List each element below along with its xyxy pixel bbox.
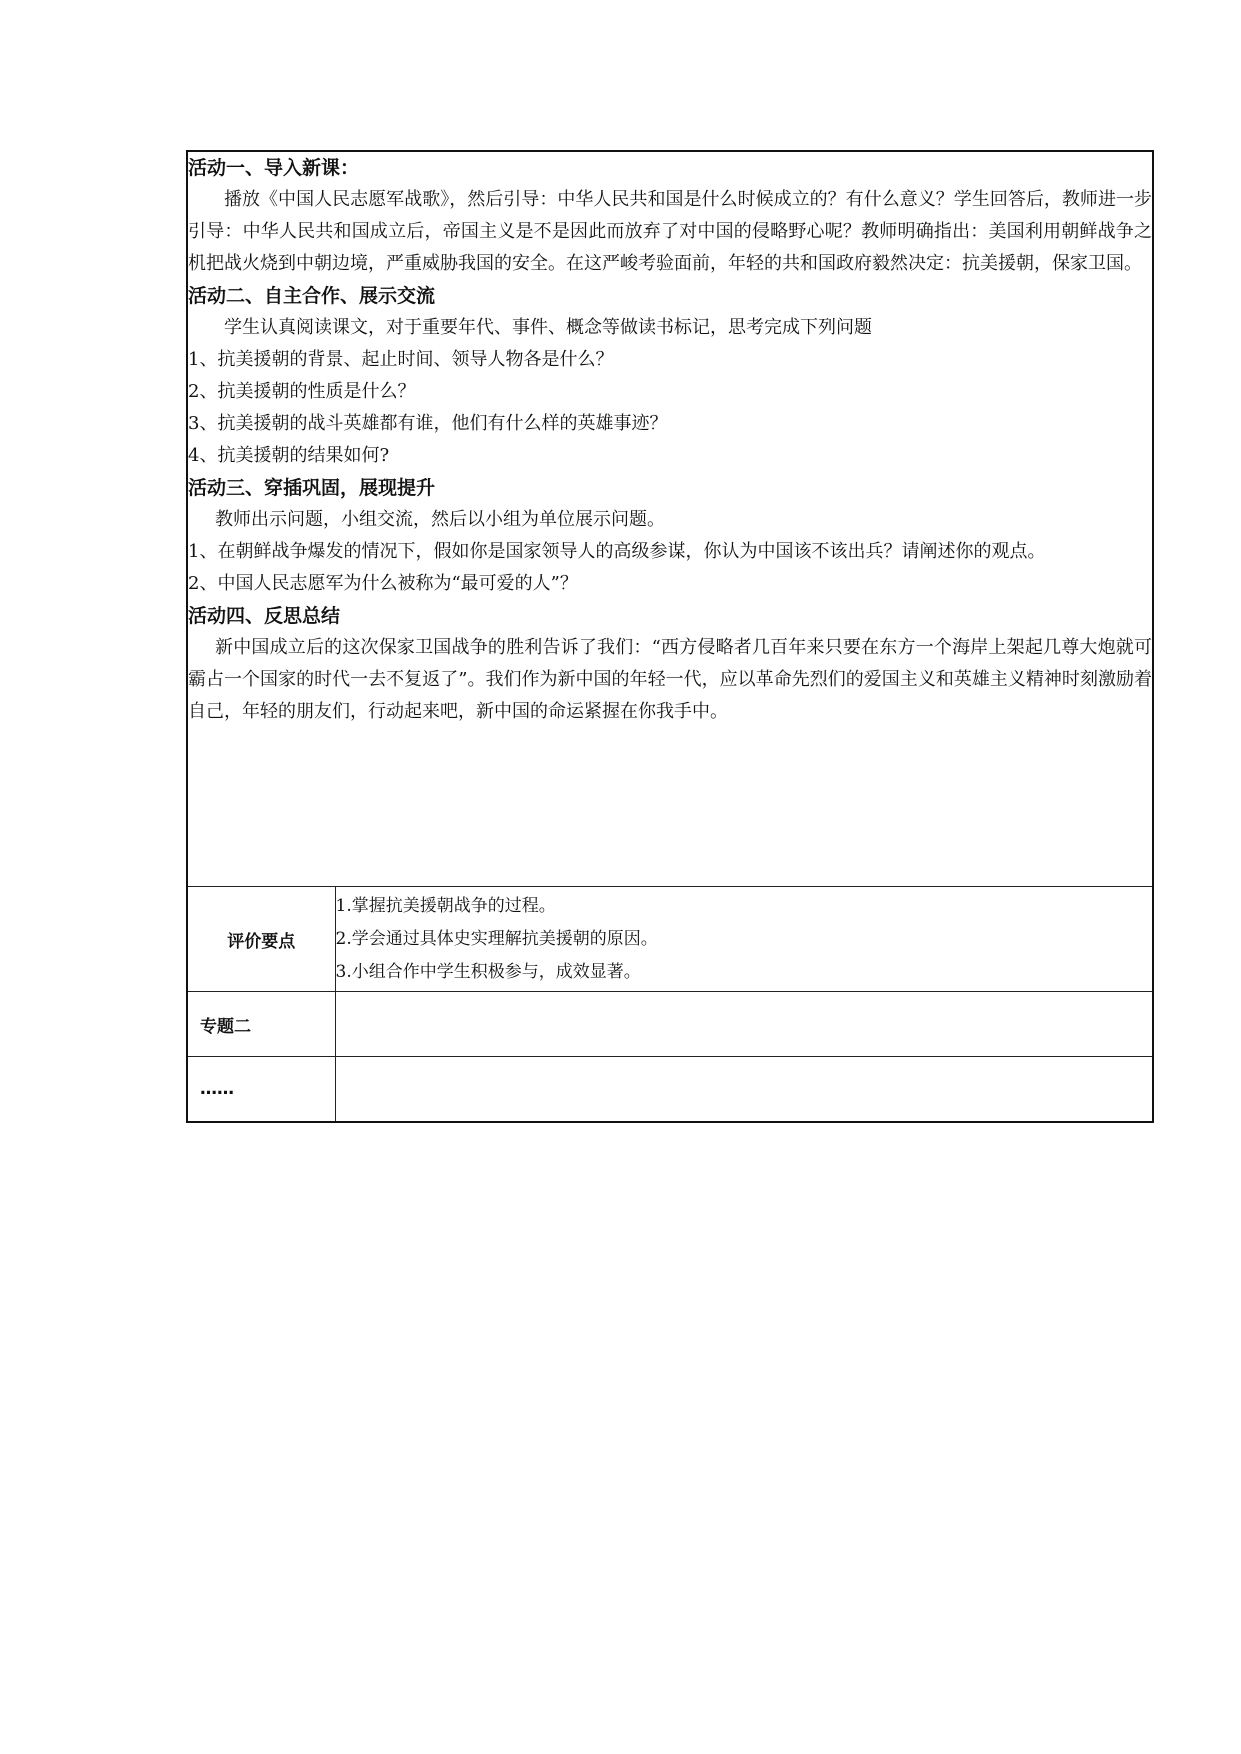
activity-2-question: 1、抗美援朝的背景、起止时间、领导人物各是什么？ (188, 349, 614, 370)
evaluation-point: 3.小组合作中学生积极参与，成效显著。 (335, 961, 641, 982)
activity-4-body: 新中国成立后的这次保家卫国战争的胜利告诉了我们：“西方侵略者几百年来只要在东方一个海岸上架起几尊大炮就可霸占一个国家的时代一去不复返了”。我们作为新中国的年轻一代，应以革命先烈们的爱国主义和英雄主义精神时刻激励着自己，年轻的朋友们，行动起来吧，新中国的命运紧握在你我手中。 (188, 637, 1152, 722)
evaluation-point: 1.掌握抗美援朝战争的过程。 (335, 895, 556, 916)
more-topics-label: …… (187, 1057, 335, 1123)
activity-3-intro: 教师出示问题，小组交流，然后以小组为单位展示问题。 (215, 509, 665, 530)
evaluation-label: 评价要点 (187, 887, 335, 992)
lesson-plan-table (186, 150, 1154, 1123)
activity-1-body: 播放《中国人民志愿军战歌》，然后引导：中华人民共和国是什么时候成立的？有什么意义？学生回答后，教师进一步引导：中华人民共和国成立后，帝国主义是不是因此而放弃了对中国的侵略野心呢？教师明确指出：美国利用朝鲜战争之机把战火烧到中朝边境，严重威胁我国的安全。在这严峻考验面前，年轻的共和国政府毅然决定：抗美援朝，保家卫国。 (188, 189, 1152, 274)
activity-2-heading: 活动二、自主合作、展示交流 (188, 285, 436, 307)
activity-2-question: 3、抗美援朝的战斗英雄都有谁，他们有什么样的英雄事迹？ (188, 413, 668, 434)
evaluation-points (335, 887, 1153, 992)
activity-3-heading: 活动三、穿插巩固，展现提升 (188, 477, 436, 499)
activity-4-heading: 活动四、反思总结 (188, 605, 341, 627)
activity-3-question: 1、在朝鲜战争爆发的情况下，假如你是国家领导人的高级参谋，你认为中国该不该出兵？请阐述你的观点。 (188, 541, 1046, 562)
activity-2-question: 4、抗美援朝的结果如何? (188, 445, 390, 466)
activity-2-intro: 学生认真阅读课文，对于重要年代、事件、概念等做读书标记，思考完成下列问题 (224, 317, 872, 338)
topic-2-label: 专题二 (187, 992, 335, 1057)
topic-2-content (335, 992, 1153, 1057)
activity-3-question: 2、中国人民志愿军为什么被称为“最可爱的人”？ (188, 573, 578, 594)
activity-1-heading: 活动一、导入新课： (188, 157, 360, 179)
activities-cell (187, 151, 1153, 887)
evaluation-point: 2.学会通过具体史实理解抗美援朝的原因。 (335, 928, 658, 949)
more-topics-content (335, 1057, 1153, 1123)
activity-2-question: 2、抗美援朝的性质是什么？ (188, 381, 416, 402)
